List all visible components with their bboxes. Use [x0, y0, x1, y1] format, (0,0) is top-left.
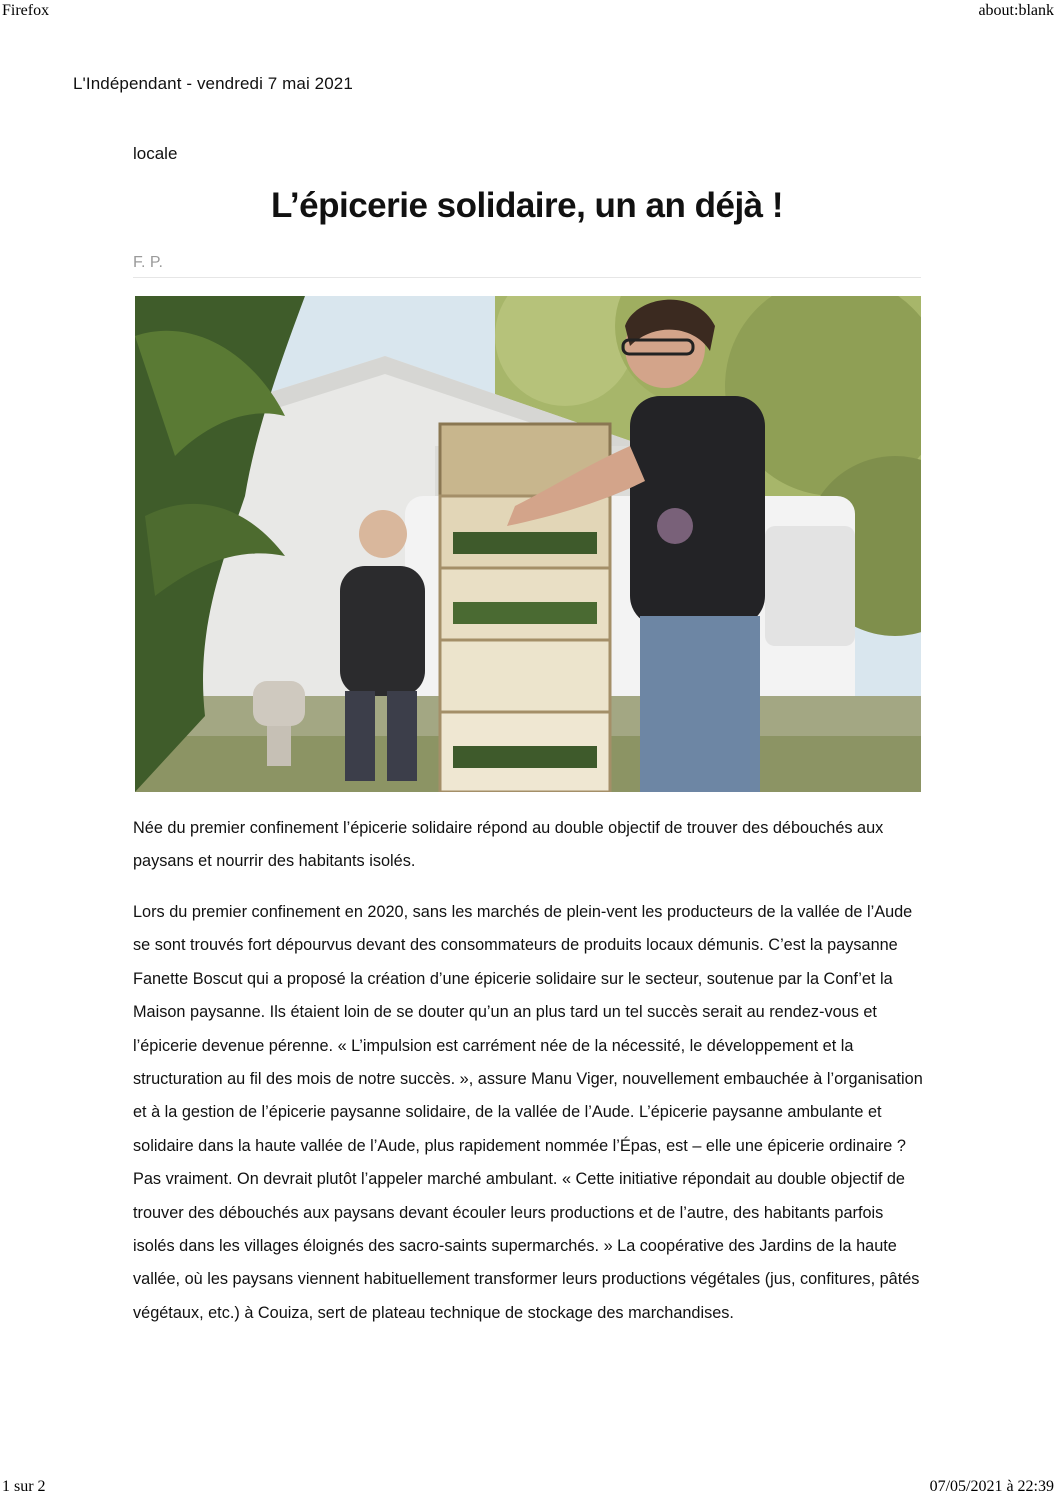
article-body: Lors du premier confinement en 2020, sans les marchés de plein-vent les producteurs de la vallée de l’Aude se sont trouvés fort dépourvus devant des consommateurs de produits locaux démunis. C’est la paysanne Fanette Boscut qui a proposé la création d’une épicerie solidaire sur le secteur, soutenue par la Conf’et la Maison paysanne. Ils étaient loin de se douter qu’un an plus tard un tel succès serait au rendez-vous et l’épicerie devenue pérenne. « L’impulsion est carrément née de la nécessité, le développement et la structuration au fil des mois de notre succès. », assure Manu Viger, nouvellement embauchée à l’organisation et à la gestion de l’épicerie paysanne solidaire, de la vallée de l’Aude. L’épicerie paysanne ambulante et solidaire dans la haute vallée de l’Aude, plus rapidement nommée l’Épas, est – elle une épicerie ordinaire ? Pas vraiment. On devrait plutôt l’appeler marché ambulant. « Cette initiative répondait au double objectif de trouver des débouchés aux paysans devant écouler leurs productions et de l’autre, des habitants parfois isolés dans les villages éloignés des sacro-saints supermarchés. » La coopérative des Jardins de la haute vallée, où les paysans viennent habituellement transformer leurs productions végétales (jus, confitures, pâtés végétaux, etc.) à Couiza, sert de plateau technique de stockage des marchandises.	[133, 903, 923, 1322]
byline-divider	[133, 277, 921, 278]
article-lead: Née du premier confinement l’épicerie solidaire répond au double objectif de trouver des débouchés aux paysans et nourrir des habitants isolés.	[133, 819, 884, 871]
page-counter: 1 sur 2	[2, 1478, 46, 1495]
article-title: L’épicerie solidaire, un an déjà !	[270, 186, 784, 225]
publication-line: L'Indépendant - vendredi 7 mai 2021	[73, 74, 353, 93]
print-datetime: 07/05/2021 à 22:39	[929, 1478, 1054, 1495]
print-header-app: Firefox	[2, 2, 50, 19]
rubric-label: locale	[133, 144, 178, 163]
article-photo	[135, 296, 921, 792]
byline: F. P.	[133, 254, 163, 271]
print-header-url: about:blank	[978, 2, 1054, 19]
